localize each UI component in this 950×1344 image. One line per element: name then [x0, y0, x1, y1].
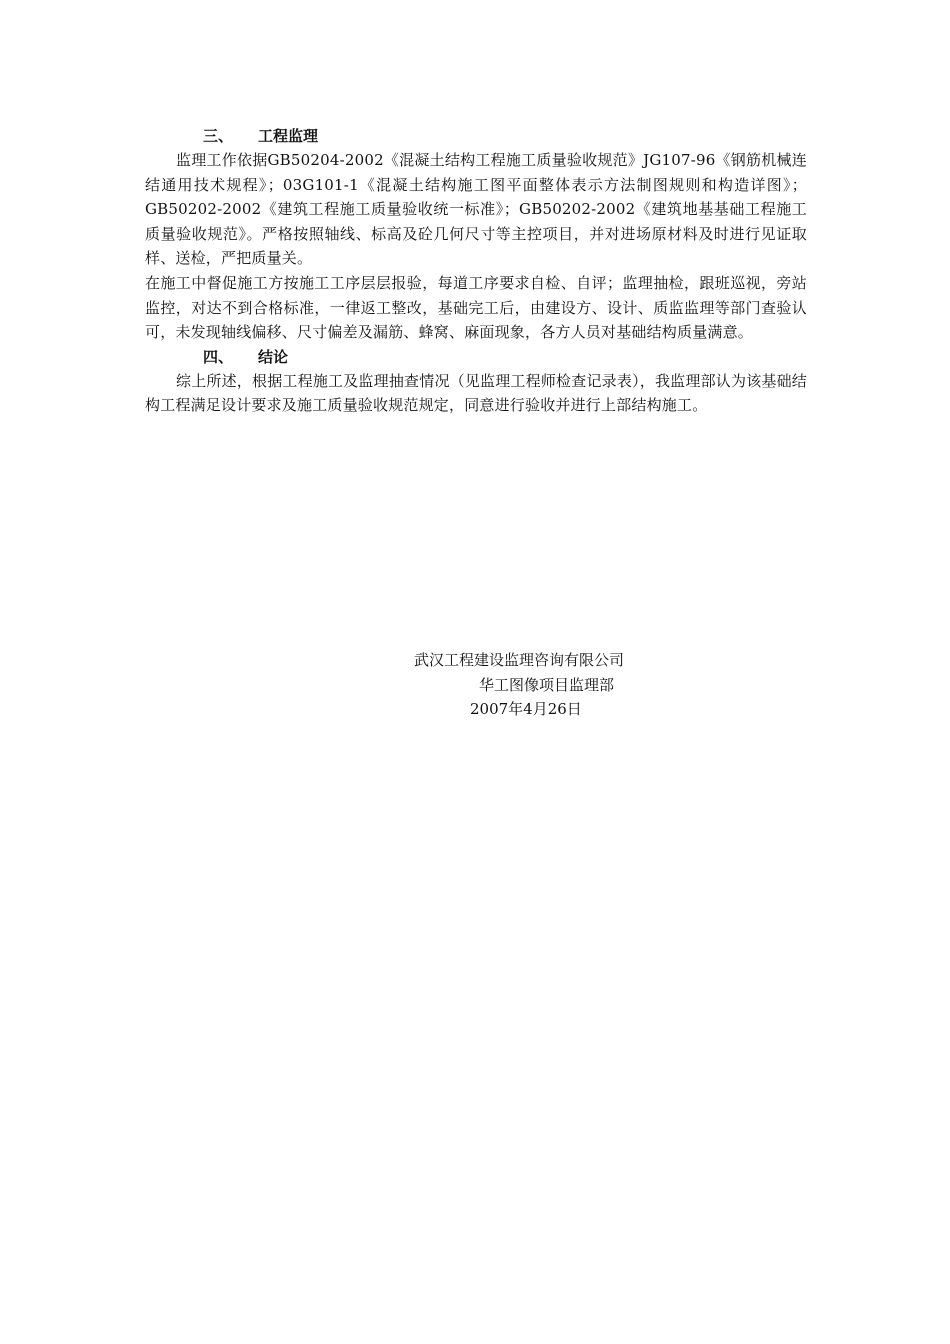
section-number: 三、 [203, 127, 234, 145]
signature-department: 华工图像项目监理部 [479, 676, 615, 694]
paragraph-supervision-basis: 监理工作依据GB50204-2002《混凝土结构工程施工质量验收规范》JG107-96《钢筋机械连结通用技术规程》；03G101-1《混凝土结构施工图平面整体表示方法制图规则和构造详图》；GB50202-2002《建筑工程施工质量验收统一标准》；GB50202-2002《建筑地基基础工程施工质量验收规范》。严格按照轴线、标高及砼几何尺寸等主控项目，并对进场原材料及时进行见证取样、送检，严把质量关。 [145, 151, 807, 268]
signature-organization: 武汉工程建设监理咨询有限公司 [414, 651, 625, 669]
signature-date: 2007年4月26日 [470, 700, 582, 718]
paragraph-supervision-process: 在施工中督促施工方按施工工序层层报验，每道工序要求自检、自评；监理抽检，跟班巡视，旁站监控，对达不到合格标准，一律返工整改，基础完工后，由建设方、设计、质监监理等部门查验认可，未发现轴线偏移、尺寸偏差及漏筋、蜂窝、麻面现象，各方人员对基础结构质量满意。 [145, 273, 807, 342]
section-number: 四、 [203, 347, 234, 366]
section-title: 工程监理 [258, 127, 319, 145]
section-title: 结论 [258, 347, 289, 366]
document-body [145, 124, 807, 418]
paragraph-conclusion: 综上所述，根据工程施工及监理抽查情况（见监理工程师检查记录表），我监理部认为该基础结构工程满足设计要求及施工质量验收规范规定，同意进行验收并进行上部结构施工。 [145, 371, 807, 415]
section-heading-conclusion [145, 345, 807, 369]
section-heading-supervision [145, 124, 807, 148]
